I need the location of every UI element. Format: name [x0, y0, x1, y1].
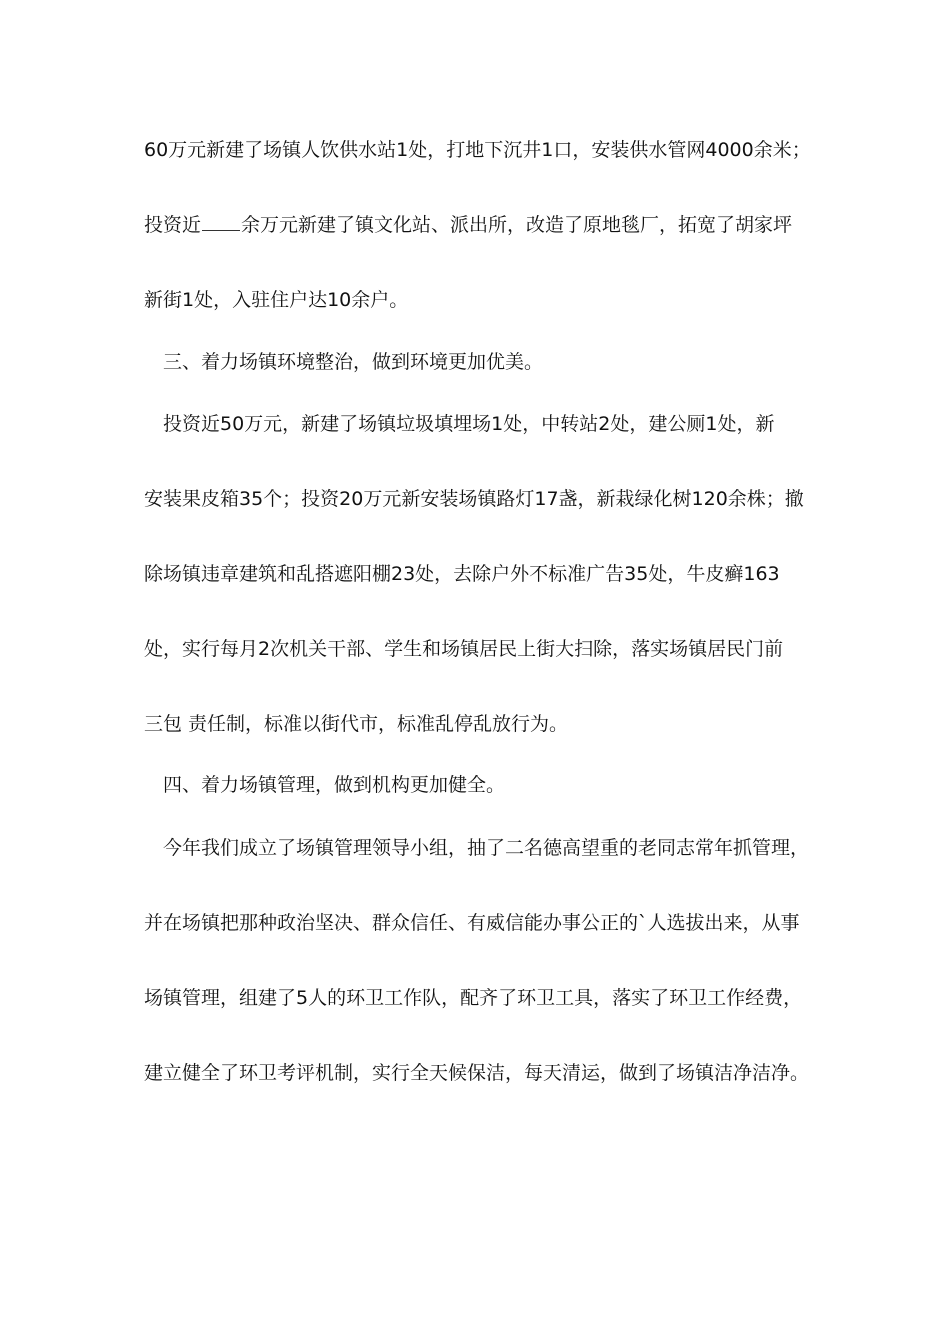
- paragraph-line: 安装果皮箱35个；投资20万元新安装场镇路灯17盏，新栽绿化树120余株；撤: [144, 488, 804, 510]
- section-heading: 三、着力场镇环境整治，做到环境更加优美。: [163, 351, 544, 373]
- paragraph-text: 余万元新建了镇文化站、派出所，改造了原地毯厂，拓宽了胡家坪: [241, 214, 793, 236]
- paragraph-line: 60万元新建了场镇人饮供水站1处，打地下沉井1口，安装供水管网4000余米；: [144, 139, 811, 161]
- paragraph-text: 投资近: [144, 214, 202, 236]
- paragraph-line: 投资近50万元，新建了场镇垃圾填埋场1处，中转站2处，建公厕1处，新: [163, 413, 775, 435]
- paragraph-line: 今年我们成立了场镇管理领导小组，抽了二名德高望重的老同志常年抓管理，: [163, 837, 810, 859]
- paragraph-line: 新街1处，入驻住户达10余户。: [144, 289, 409, 311]
- paragraph-line: [144, 212, 824, 238]
- paragraph-line: 三包 责任制，标准以街代市，标准乱停乱放行为。: [144, 713, 569, 735]
- paragraph-line: 除场镇违章建筑和乱搭遮阳棚23处，去除户外不标准广告35处，牛皮癣163: [144, 563, 780, 585]
- paragraph-line: 建立健全了环卫考评机制，实行全天候保洁，每天清运，做到了场镇洁净洁净。: [144, 1062, 810, 1084]
- paragraph-line: 处，实行每月2次机关干部、学生和场镇居民上街大扫除，落实场镇居民门前: [144, 638, 784, 660]
- fill-in-blank: [202, 212, 240, 231]
- section-heading: 四、着力场镇管理，做到机构更加健全。: [163, 774, 506, 796]
- paragraph-line: 并在场镇把那种政治坚决、群众信任、有威信能办事公正的`人选拔出来，从事: [144, 912, 800, 934]
- paragraph-line: 场镇管理，组建了5人的环卫工作队，配齐了环卫工具，落实了环卫工作经费，: [144, 987, 803, 1009]
